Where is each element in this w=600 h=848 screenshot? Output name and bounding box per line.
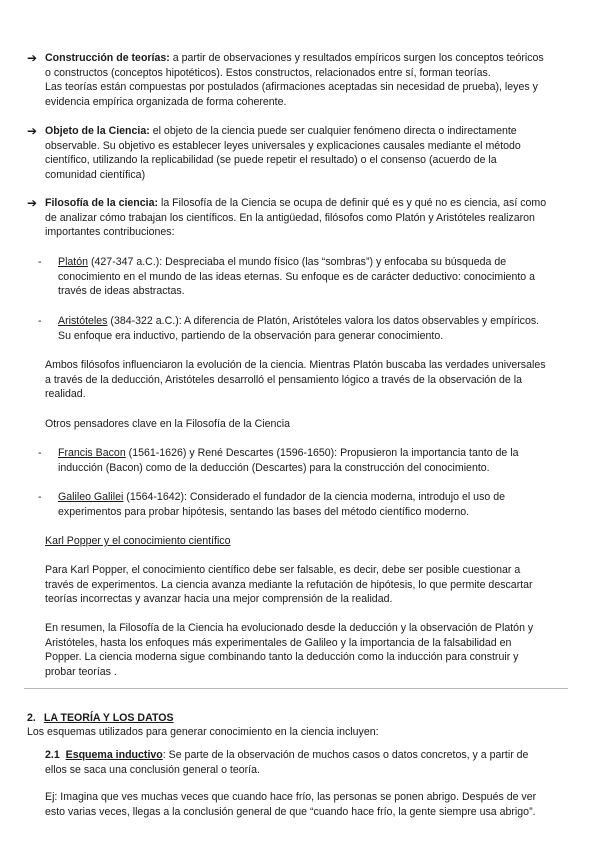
section-number: 2. <box>27 712 36 724</box>
text-line: científico, utilizando la replicabilidad (se puede repetir el resultado) o el consenso (acuerdo de la <box>45 154 497 167</box>
text-line: a partir de observaciones y resultados empíricos surgen los conceptos teóricos <box>169 52 544 64</box>
text-line: (427-347 a.C.): Despreciaba el mundo físico (las “sombras”) y enfocaba su búsqueda de <box>88 256 507 268</box>
text-line: (1564-1642): Considerado el fundador de la ciencia moderna, introdujo el uso de <box>123 491 505 503</box>
resumen-paragraph <box>45 621 533 679</box>
text-line: (384-322 a.C.): A diferencia de Platón, Aristóteles valora los datos observables y empíricos. <box>107 315 540 327</box>
text-line: Para Karl Popper, el conocimiento científico debe ser falsable, es decir, debe ser posible cuestionar a <box>45 564 521 576</box>
dash-bullet: - <box>38 491 42 503</box>
text-line: esto varias veces, llegas a la conclusión general de que “cuando hace frío, la gente siempre usa abrigo”. <box>45 805 536 818</box>
popper-paragraph <box>45 563 533 607</box>
bacon-name: Francis Bacon <box>58 447 126 459</box>
popper-heading: Karl Popper y el conocimiento científico <box>45 535 231 547</box>
ambos-paragraph <box>45 358 546 402</box>
text-line: experimentos para probar hipótesis, sentando las bases del método científico moderno. <box>58 505 470 518</box>
text-line: ellos se saca una conclusión general o teoría. <box>45 763 260 776</box>
text-line: conocimiento en el mundo de las ideas eternas. Su enfoque es de carácter deductivo: conocimiento a <box>58 270 536 283</box>
text-line: través de experimentos. La ciencia avanza mediante la refutación de hipótesis, lo que permite descartar <box>45 578 533 591</box>
section-title: LA TEORÍA Y LOS DATOS <box>43 712 174 724</box>
text-line: Ambos filósofos influenciaron la evolución de la ciencia. Mientras Platón buscaba las verdades universales <box>45 359 546 371</box>
text-line: el objeto de la ciencia puede ser cualquier fenómeno directa o indirectamente <box>149 125 517 137</box>
text-line: probar teorías . <box>45 665 117 678</box>
text-line: Las teorías están compuestas por postulados (afirmaciones aceptadas sin necesidad de prueba), leyes y <box>45 81 538 94</box>
text-line: realidad. <box>45 388 86 401</box>
text-line: la Filosofía de la Ciencia se ocupa de definir qué es y qué no es ciencia, así como <box>158 197 547 209</box>
section-2-heading <box>27 711 174 726</box>
esquema-inductivo-paragraph <box>45 748 528 777</box>
objeto-title: Objeto de la Ciencia: <box>45 125 150 137</box>
text-line: (1561-1626) y René Descartes (1596-1650): Propusieron la importancia tanto de la <box>125 447 519 459</box>
arrow-bullet-icon: ➔ <box>27 196 38 210</box>
text-line: inducción (Bacon) como de la deducción (Descartes) para la construcción del conocimiento. <box>58 461 490 474</box>
construccion-title: Construcción de teorías: <box>45 52 170 64</box>
text-line: observable. Su objetivo es establecer leyes universales y explicaciones causales mediante el método <box>45 139 521 152</box>
galileo-item <box>58 490 505 519</box>
text-line: comunidad científica) <box>45 168 146 181</box>
text-line: través de ideas abstractas. <box>58 285 185 298</box>
example-paragraph <box>45 790 536 819</box>
aristoteles-item <box>58 314 539 343</box>
dash-bullet: - <box>38 315 42 327</box>
subsection-title: Esquema inductivo <box>65 749 163 761</box>
text-line: teorías incorrectas y avanzar hacia una mejor comprensión de la realidad. <box>45 593 393 606</box>
text-line: importantes contribuciones: <box>45 226 175 239</box>
dash-bullet: - <box>38 256 42 268</box>
section-divider <box>24 688 568 689</box>
filosofia-paragraph <box>45 196 546 240</box>
aristoteles-name: Aristóteles <box>58 315 108 327</box>
platon-item <box>58 255 535 299</box>
bacon-item <box>58 446 519 475</box>
subsection-number: 2.1 <box>45 749 60 761</box>
otros-heading: Otros pensadores clave en la Filosofía de la Ciencia <box>45 418 290 430</box>
filosofia-title: Filosofía de la ciencia: <box>45 197 159 209</box>
construccion-paragraph <box>45 51 544 109</box>
section-2-intro: Los esquemas utilizados para generar conocimiento en la ciencia incluyen: <box>27 726 379 738</box>
text-line: o constructos (conceptos hipotéticos). Estos constructos, relacionados entre sí, forman teorías. <box>45 66 491 79</box>
text-line: evidencia empírica organizada de forma coherente. <box>45 95 287 108</box>
objeto-paragraph <box>45 124 521 182</box>
text-line: : Se parte de la observación de muchos casos o datos concretos, y a partir de <box>162 749 529 761</box>
arrow-bullet-icon: ➔ <box>27 51 38 65</box>
text-line: Aristóteles, hasta los enfoques más experimentales de Galileo y la importancia de la falsabilidad en <box>45 636 512 649</box>
platon-name: Platón <box>58 256 89 268</box>
text-line: Ej: Imagina que ves muchas veces que cuando hace frío, las personas se ponen abrigo. Después de ver <box>45 791 537 803</box>
text-line: En resumen, la Filosofía de la Ciencia ha evolucionado desde la deducción y la observación de Platón y <box>45 622 534 634</box>
text-line: Popper. La ciencia moderna sigue combinando tanto la deducción como la inducción para construir y <box>45 651 519 664</box>
text-line: Su enfoque era inductivo, partiendo de la observación para generar conocimiento. <box>58 329 444 342</box>
galileo-name: Galileo Galilei <box>58 491 124 503</box>
arrow-bullet-icon: ➔ <box>27 124 38 138</box>
text-line: a través de la deducción, Aristóteles desarrolló el pensamiento lógico a través de la observación de la <box>45 373 522 386</box>
dash-bullet: - <box>38 447 42 459</box>
text-line: de analizar cómo trabajan los científicos. En la antigüedad, filósofos como Platón y Aristóteles realizaron <box>45 211 535 224</box>
